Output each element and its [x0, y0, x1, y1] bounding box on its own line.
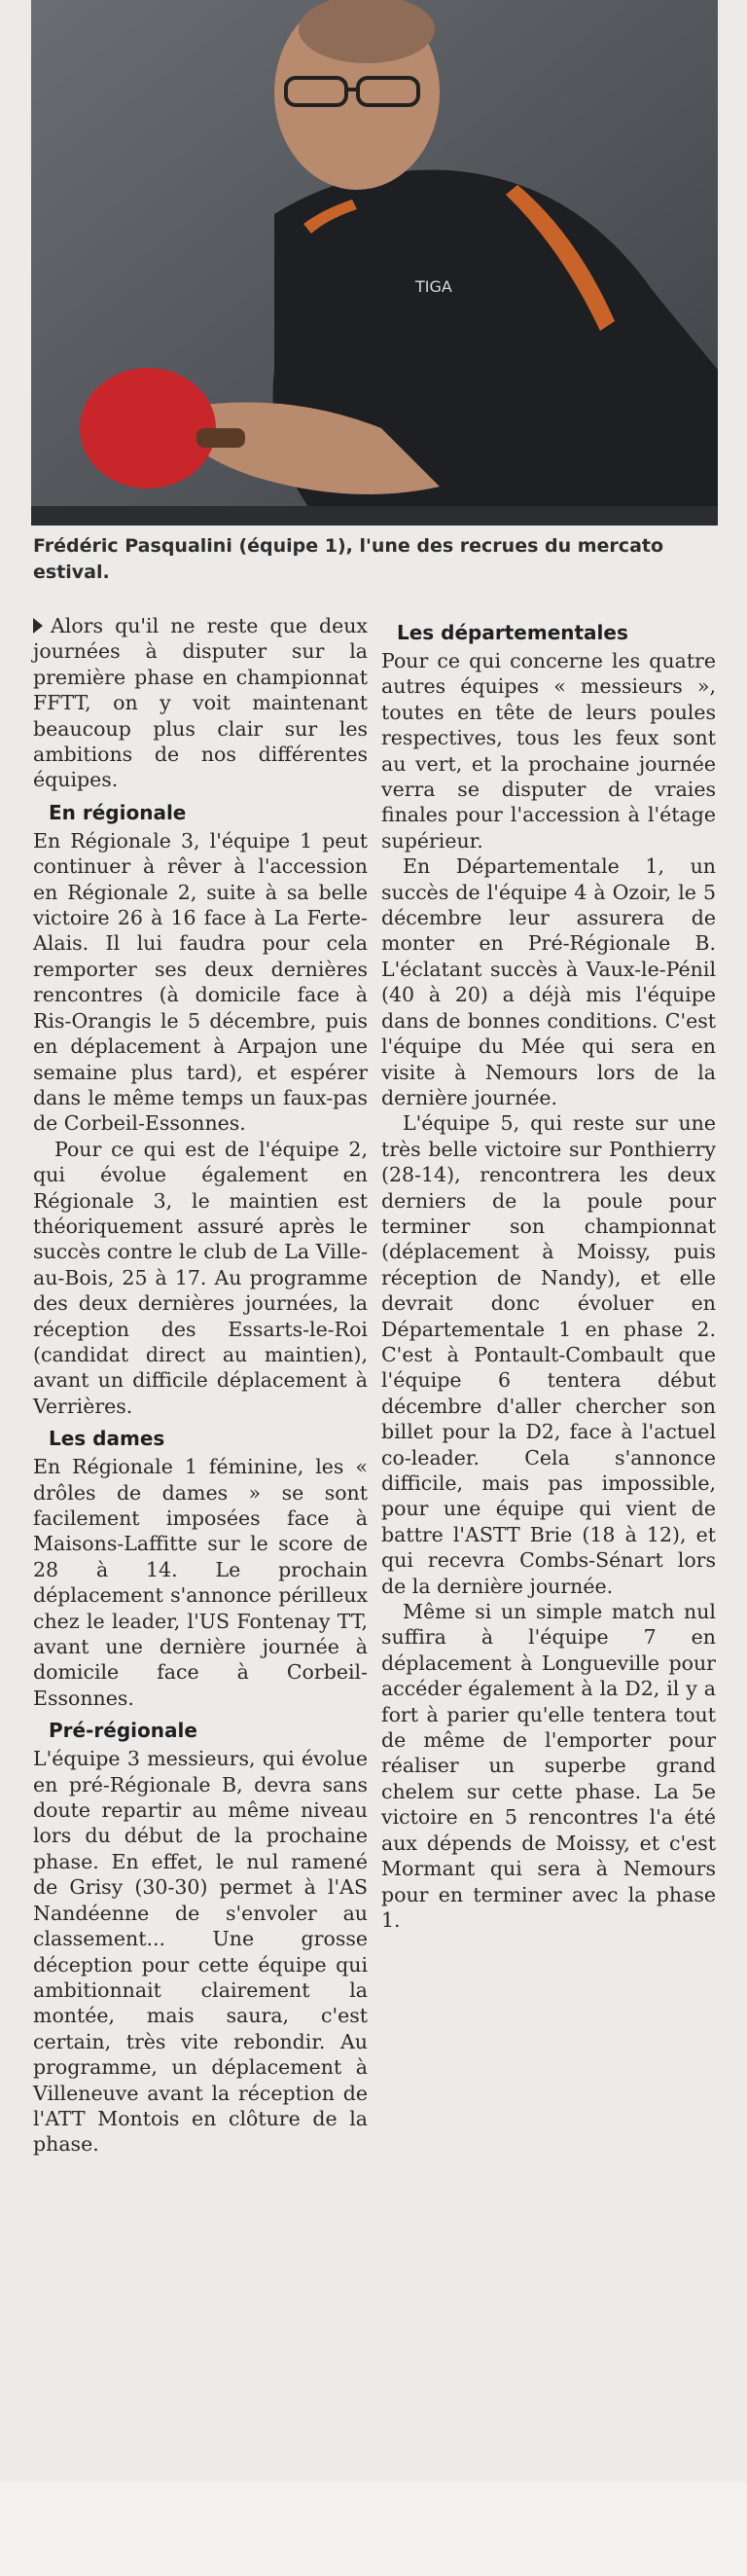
paragraph: Pour ce qui concerne les quatre autres équipes « messieurs », toutes en tête de leurs poules respectives, tous les feux sont au vert, et la prochaine journée verra se disputer de vraies finales pour l'accession à l'étage supérieur.: [381, 649, 716, 853]
shirt-text: TIGA: [415, 277, 452, 296]
paragraph: L'équipe 5, qui reste sur une très belle victoire sur Ponthierry (28-14), rencontrera les deux derniers de la poule pour terminer son championnat (déplacement à Moissy, puis réception de Nandy), et elle devrait donc évoluer en Départementale 1 en phase 2. C'est à Pontault-Combault que l'équipe 6 tentera début décembre d'aller chercher son billet pour la D2, face à l'actuel co-leader. Cela s'annonce difficile, mais pas impossible, pour une équipe qui vient de battre l'ASTT Brie (18 à 12), et qui recevra Combs-Sénart lors de la dernière journée.: [381, 1111, 716, 1598]
player-photo: [31, 0, 718, 526]
paragraph: En Départementale 1, un succès de l'équipe 4 à Ozoir, le 5 décembre leur assurera de monter en Pré-Régionale B. L'éclatant succès à Vaux-le-Pénil (40 à 20) a déjà mis l'équipe dans de bonnes conditions. C'est l'équipe du Mée qui sera en visite à Nemours lors de la dernière journée.: [381, 854, 716, 1109]
paragraph: En Régionale 3, l'équipe 1 peut continuer à rêver à l'accession en Régionale 2, suite à sa belle victoire 26 à 16 face à La Ferte-Alais. Il lui faudra pour cela remporter ses deux dernières rencontres (à domicile face à Ris-Orangis le 5 décembre, puis en déplacement à Arpajon une semaine plus tard), et espérer dans le même temps un faux-pas de Corbeil-Essonnes.: [33, 828, 368, 1136]
paragraph: En Régionale 1 féminine, les « drôles de dames » se sont facilement imposées face à Maisons-Laffitte sur le score de 28 à 14. Le prochain déplacement s'annonce périlleux chez le leader, l'US Fontenay TT, avant une dernière journée à domicile face à Corbeil-Essonnes.: [33, 1455, 368, 1710]
table-tennis-player-illustration: [31, 0, 718, 526]
section-heading-departementales: Les départementales: [397, 621, 628, 644]
paragraph: Même si un simple match nul suffira à l'équipe 7 en déplacement à Longueville pour accéder également à la D2, il y a fort à parier qu'elle tentera tout de même de l'emporter pour réaliser un superbe grand chelem sur cette phase. La 5e victoire en 5 rencontres l'a été aux dépends de Moissy, et c'est Mormant qui sera à Nemours pour en terminer avec la phase 1.: [381, 1600, 716, 1932]
intro-paragraph: Alors qu'il ne reste que deux journées à disputer sur la première phase en championnat FFTT, on y voit maintenant beaucoup plus clair sur les ambitions de nos différentes équipes.: [33, 614, 368, 792]
section-heading-pre-regionale: Pré-régionale: [49, 1719, 197, 1743]
paragraph: Pour ce qui est de l'équipe 2, qui évolue également en Régionale 3, le maintien est théoriquement assuré après le succès contre le club de La Ville-au-Bois, 25 à 17. Au programme des deux dernières journées, la réception des Essarts-le-Roi (candidat direct au maintien), avant un difficile déplacement à Verrières.: [33, 1137, 368, 1418]
photo-caption: Frédéric Pasqualini (équipe 1), l'une des recrues du mercato estival.: [33, 535, 664, 583]
page-margin: [0, 2482, 747, 2576]
bullet-triangle-icon: [33, 618, 43, 634]
article-column-left: [33, 613, 368, 2158]
section-heading-regionale: En régionale: [49, 800, 187, 824]
section-heading-dames: Les dames: [49, 1427, 165, 1451]
article-column-right: [381, 613, 716, 1933]
paragraph: L'équipe 3 messieurs, qui évolue en pré-Régionale B, devra sans doute repartir au même niveau lors du début de la prochaine phase. En effet, le nul ramené de Grisy (30-30) permet à l'AS Nandéenne de s'envoler au classement... Une grosse déception pour cette équipe qui ambitionnait clairement la montée, mais saura, c'est certain, très vite rebondir. Au programme, un déplacement à Villeneuve avant la réception de l'ATT Montois en clôture de la phase.: [33, 1747, 368, 2157]
